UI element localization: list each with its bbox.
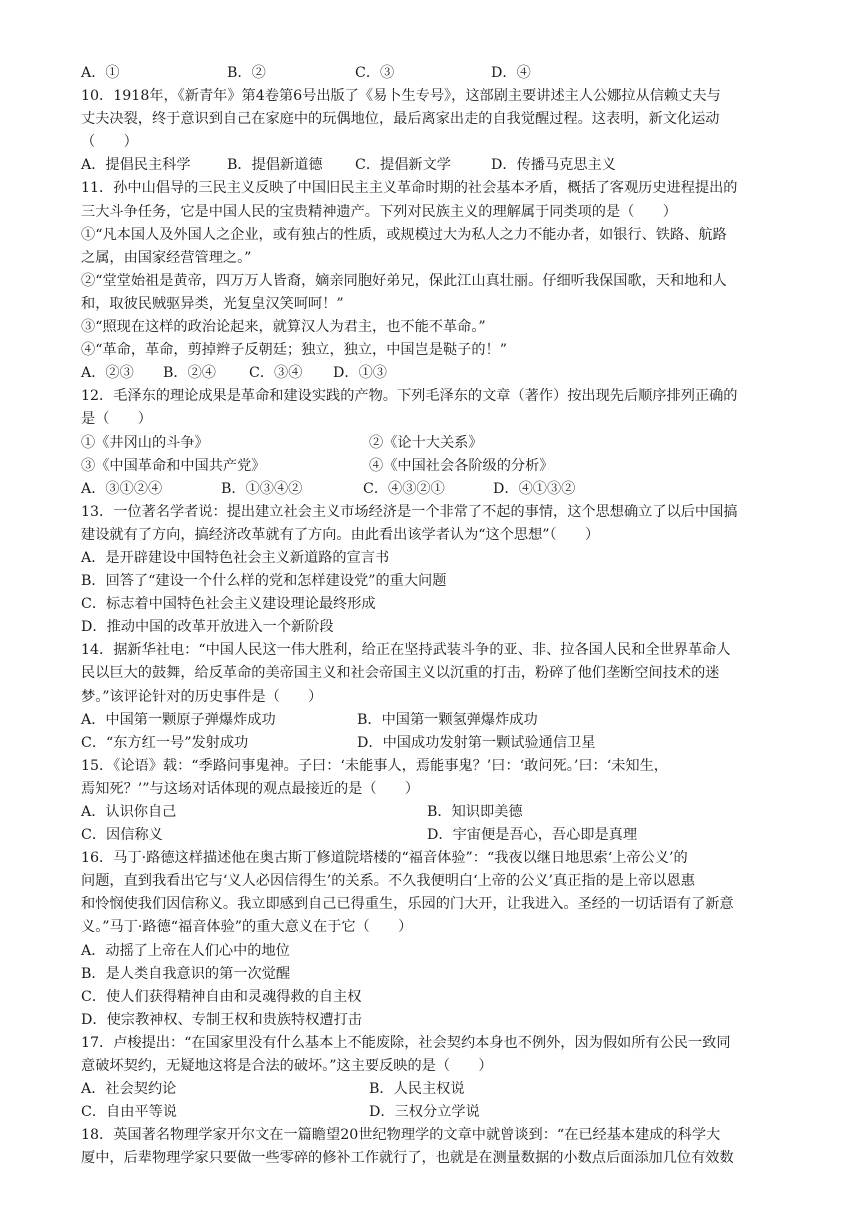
q11-item-1: 之属，由国家经营管理之。” [81,249,252,266]
q12-option-c[interactable]: C．④③②① [363,480,445,497]
q17-options-row-2 [81,1101,785,1124]
q12-option-b[interactable]: B．①③④② [221,480,303,497]
q9-option-c[interactable]: C．③ [355,65,395,81]
q14-stem: 14．据新华社电：“中国人民这一伟大胜利，给正在坚持武装斗争的亚、非、拉各国人民和全世界革命人 [81,642,731,659]
q15-option-b[interactable]: B．知识即美德 [427,804,523,820]
q9-options [81,62,785,85]
q16-stem: 16．马丁·路德这样描述他在奥古斯丁修道院塔楼的“福音体验”：“我夜以继日地思索‘上帝公义’的 [81,850,688,867]
q15-stem: 15．《论语》载：“季路问事鬼神。子曰：‘未能事人，焉能事鬼？’曰：‘敢问死。’曰：‘未知生， [81,757,668,774]
q11-option-c[interactable]: C．③④ [249,365,303,382]
q15-option-a[interactable]: A．认识你自己 [81,804,177,820]
q11-option-d[interactable]: D．①③ [333,365,387,382]
q12-item-1: ①《井冈山的斗争》 [81,434,209,451]
q12-option-d[interactable]: D．④①③② [493,480,576,497]
q10-stem: 丈夫决裂，终于意识到自己在家庭中的玩偶地位，最后离家出走的自我觉醒过程。这表明，新文化运动 [81,111,720,128]
q16-option-c[interactable]: C．使人们获得精神自由和灵魂得救的自主权 [81,988,362,1005]
q10-option-b[interactable]: B．提倡新道德 [227,157,323,174]
q11-item-2: 和，取彼民贼驱异类，光复皇汉笑呵呵！” [81,295,344,312]
q14-option-b[interactable]: B．中国第一颗氢弹爆炸成功 [357,711,538,728]
q13-stem: 建设就有了方向，搞经济改革就有了方向。由此看出该学者认为“这个思想”（ ） [81,526,600,543]
q10-stem: 10．1918年，《新青年》第4卷第6号出版了《易卜生专号》，这部剧主要讲述主人公娜拉从信赖丈夫与 [81,88,721,105]
q12-stem: 是（ ） [81,411,152,428]
q13-option-c[interactable]: C．标志着中国特色社会主义建设理论最终形成 [81,596,376,613]
q9-option-d[interactable]: D．④ [491,65,531,81]
q11-stem: 三大斗争任务，它是中国人民的宝贵精神遗产。下列对民族主义的理解属于同类项的是（ ） [81,203,677,220]
q13-option-b[interactable]: B．回答了“建设一个什么样的党和怎样建设党”的重大问题 [81,573,447,590]
q11-option-a[interactable]: A．②③ [81,365,134,382]
q11-item-2: ②“堂堂始祖是黄帝，四万万人皆裔，嫡亲同胞好弟兄，保此江山真壮丽。仔细听我保国歌，天和地和人 [81,272,727,289]
q16-option-a[interactable]: A．动摇了上帝在人们心中的地位 [81,942,290,959]
q14-option-c[interactable]: C．“东方红一号”发射成功 [81,734,249,751]
q11-item-3: ③“照现在这样的政治论起来，就算汉人为君主，也不能不革命。” [81,319,486,336]
q11-item-1: ①“凡本国人及外国人之企业，或有独占的性质，或规模过大为私人之力不能办者，如银行、铁路、航路 [81,226,727,243]
q16-option-d[interactable]: D．使宗教神权、专制王权和贵族特权遭打击 [81,1011,362,1028]
q12-item-3: ③《中国革命和中国共产党》 [81,457,266,474]
q9-option-b[interactable]: B．② [227,65,266,81]
q13-option-a[interactable]: A．是开辟建设中国特色社会主义新道路的宣言书 [81,549,390,566]
q17-option-c[interactable]: C．自由平等说 [81,1104,177,1121]
q12-items-row-2 [81,455,785,478]
q17-stem: 意破坏契约，无疑地这将是合法的破坏。”这主要反映的是（ ） [81,1058,493,1075]
q15-options-row-2 [81,824,785,847]
q17-option-a[interactable]: A．社会契约论 [81,1081,177,1098]
q10-options [81,154,785,177]
q12-option-a[interactable]: A．③①②④ [81,480,163,497]
q15-option-d[interactable]: D．宇宙便是吾心，吾心即是真理 [427,827,638,844]
q11-item-4: ④“革命，革命，剪掉辫子反朝廷；独立，独立，中国岂是鞑子的！” [81,342,507,359]
q16-stem: 问题，直到我看出它与‘义人必因信得生’的关系。不久我便明白‘上帝的公义’真正指的是上帝以恩惠 [81,873,695,890]
exam-page [81,62,785,1171]
q12-options [81,478,785,501]
q18-stem: 18．英国著名物理学家开尔文在一篇瞻望20世纪物理学的文章中就曾谈到：“在已经基本建成的科学大 [81,1127,721,1144]
q12-item-4: ④《中国社会各阶级的分析》 [369,457,554,474]
q14-stem: 梦。”该评论针对的历史事件是（ ） [81,688,323,705]
q14-option-d[interactable]: D．中国成功发射第一颗试验通信卫星 [357,734,596,751]
q17-option-d[interactable]: D．三权分立学说 [369,1104,480,1121]
q16-stem: 义。”马丁·路德“福音体验”的重大意义在于它（ ） [81,919,413,936]
q10-option-a[interactable]: A．提倡民主科学 [81,157,191,174]
q15-stem: 焉知死？’”与这场对话体现的观点最接近的是（ ） [81,780,420,797]
q10-option-d[interactable]: D．传播马克思主义 [491,157,616,174]
q15-option-c[interactable]: C．因信称义 [81,827,163,844]
q13-option-d[interactable]: D．推动中国的改革开放进入一个新阶段 [81,619,334,636]
q11-options [81,362,785,385]
q10-stem: （ ） [81,134,138,151]
q16-option-b[interactable]: B．是人类自我意识的第一次觉醒 [81,965,291,982]
q13-stem: 13．一位著名学者说：提出建立社会主义市场经济是一个非常了不起的事情，这个思想确立了以后中国搞 [81,503,738,520]
q12-stem: 12．毛泽东的理论成果是革命和建设实践的产物。下列毛泽东的文章（著作）按出现先后顺序排列正确的 [81,388,738,405]
q17-option-b[interactable]: B．人民主权说 [369,1081,465,1098]
q11-stem: 11．孙中山倡导的三民主义反映了中国旧民主主义革命时期的社会基本矛盾，概括了客观历史进程提出的 [81,180,738,197]
q9-option-a[interactable]: A．① [81,65,120,81]
q18-stem: 厦中，后辈物理学家只要做一些零碎的修补工作就行了，也就是在测量数据的小数点后面添加几位有效数 [81,1150,734,1167]
q14-options-row-2 [81,732,785,755]
q12-items-row-1 [81,432,785,455]
q10-option-c[interactable]: C．提倡新文学 [355,157,451,174]
q17-stem: 17．卢梭提出：“在国家里没有什么基本上不能废除，社会契约本身也不例外，因为假如所有公民一致同 [81,1034,731,1051]
q11-option-b[interactable]: B．②④ [163,365,216,382]
q16-stem: 和怜悯使我们因信称义。我立即感到自己已得重生，乐园的门大开，让我进入。圣经的一切话语有了新意 [81,896,734,913]
q14-option-a[interactable]: A．中国第一颗原子弹爆炸成功 [81,711,276,728]
q17-options-row-1 [81,1078,785,1101]
q14-options-row-1 [81,709,785,732]
q12-item-2: ②《论十大关系》 [369,434,483,451]
q15-options-row-1 [81,801,785,824]
q14-stem: 民以巨大的鼓舞，给反革命的美帝国主义和社会帝国主义以沉重的打击，粉碎了他们垄断空间技术的迷 [81,665,720,682]
